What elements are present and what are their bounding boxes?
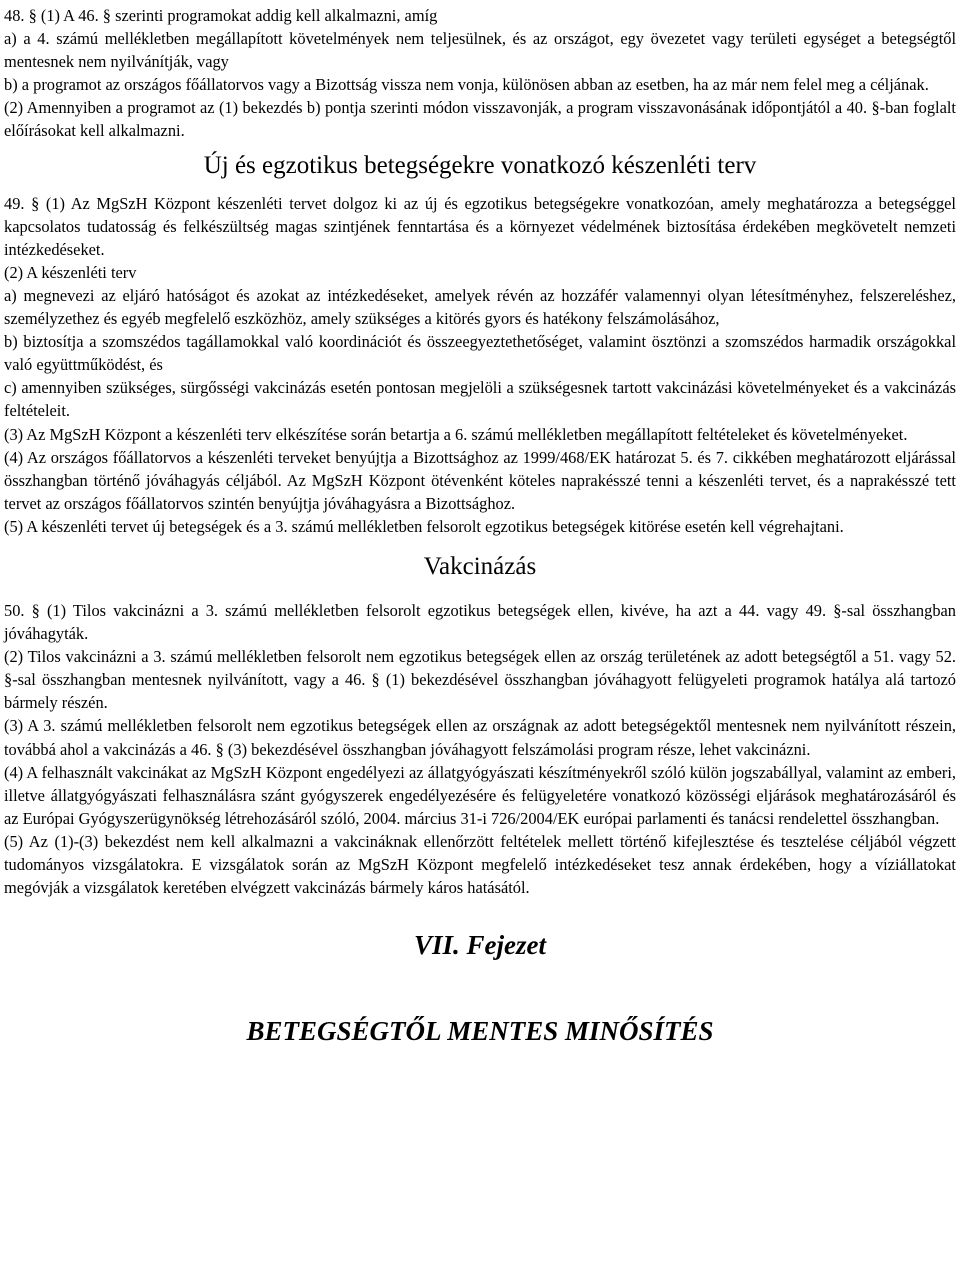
paragraph-48-1-a: a) a 4. számú mellékletben megállapított követelmények nem teljesülnek, és az országot, egy övezetet vagy területi egységet a betegségtől mentesnek nem nyilvánítják, vagy xyxy=(4,29,956,72)
paragraph-49-2: (2) A készenléti terv xyxy=(4,262,137,282)
paragraph-50-3: (3) A 3. számú mellékletben felsorolt nem egzotikus betegségek ellen az országnak az adott betegségektől mentesnek nem nyilvánított részein, továbbá ahol a vakcinázás a 46. § (3) bekezdésével összhangban jóváhagyott felszámolási program része, lehet vakcinázni. xyxy=(4,716,956,759)
paragraph-50-1: 50. § (1) Tilos vakcinázni a 3. számú mellékletben felsorolt egzotikus betegségek ellen, kivéve, ha azt a 44. vagy 49. §-sal összhangban jóváhagyták. xyxy=(4,600,956,644)
chapter-number: VII. Fejezet xyxy=(414,930,546,961)
paragraph-50-5: (5) Az (1)-(3) bekezdést nem kell alkalmazni a vakcináknak ellenőrzött feltételek mellett történő kifejlesztése és tesztelése céljából végzett tudományos vizsgálatokra. E vizsgálatok során az MgSzH Központ megfelelő intézkedéseket tesz annak érdekében, hogy a víziállatokat megóvják a vizsgálatok keretében elvégzett vakcinázás bármely káros hatásától. xyxy=(4,831,956,898)
paragraph-50-2: (2) Tilos vakcinázni a 3. számú mellékletben felsorolt nem egzotikus betegségek ellen az ország területének az adott betegségtől a 51. vagy 52. §-sal összhangban mentesnek nyilvánított, vagy a 46. § (1) bekezdésével összhangban jóváhagyott felügyeleti programok hatálya alá tartozó bármely részén. xyxy=(4,647,956,713)
section-title-contingency-plan: Új és egzotikus betegségekre vonatkozó készenléti terv xyxy=(203,151,757,179)
paragraph-48-1-b: b) a programot az országos főállatorvos vagy a Bizottság vissza nem vonja, különösen abban az esetben, ha az már nem felel meg a céljának. xyxy=(4,75,929,95)
section-title-vaccination: Vakcinázás xyxy=(423,552,537,580)
paragraph-49-2-b: b) biztosítja a szomszédos tagállamokkal való koordinációt és összeegyeztethetőséget, valamint ösztönzi a szomszédos harmadik országokkal való együttműködést, és xyxy=(4,332,956,375)
paragraph-49-3: (3) Az MgSzH Központ a készenléti terv elkészítése során betartja a 6. számú mellékletben megállapított feltételeket és követelményeket. xyxy=(4,424,908,444)
paragraph-49-2-a: a) megnevezi az eljáró hatóságot és azokat az intézkedéseket, amelyek révén az hozzáfér valamennyi olyan létesítményhez, felszereléshez, személyzethez és egyéb megfelelő eszközhöz, amely szükséges a kitörés gyors és hatékony felszámolásához, xyxy=(4,285,956,329)
paragraph-49-1: 49. § (1) Az MgSzH Központ készenléti tervet dolgoz ki az új és egzotikus betegségekre vonatkozóan, amely meghatározza a betegséggel kapcsolatos tudatosság és felkészültség magas szintjének fenntartása és a környezet védelmének biztosítása érdekében megkövetelt nemzeti intézkedéseket. xyxy=(4,193,956,259)
paragraph-50-4: (4) A felhasznált vakcinákat az MgSzH Központ engedélyezi az állatgyógyászati készítményekről szóló külön jogszabállyal, valamint az emberi, illetve állatgyógyászati felhasználásra szánt gyógyszerek engedélyezésére és felügyeletére vonatkozó közösségi eljárások meghatározásáról és az Európai Gyógyszerügynökség létrehozásáról szóló, 2004. március 31-i 726/2004/EK európai parlamenti és tanácsi rendelettel összhangban. xyxy=(4,762,956,828)
paragraph-49-4: (4) Az országos főállatorvos a készenléti terveket benyújtja a Bizottsághoz az 1999/468/EK határozat 5. és 7. cikkében meghatározott eljárással összhangban történő jóváhagyás céljából. Az MgSzH Központ ötévenként köteles naprakésszé tenni a készenléti tervet, és a naprakésszé tett tervet az országos főállatorvos szintén benyújtja jóváhagyásra a Bizottsághoz. xyxy=(4,447,956,513)
paragraph-48-2: (2) Amennyiben a programot az (1) bekezdés b) pontja szerinti módon visszavonják, a program visszavonásának időpontjától a 40. §-ban foglalt előírásokat kell alkalmazni. xyxy=(4,98,956,141)
paragraph-49-5: (5) A készenléti tervet új betegségek és a 3. számú mellékletben felsorolt egzotikus betegségek kitörése esetén kell végrehajtani. xyxy=(4,516,844,536)
chapter-title: BETEGSÉGTŐL MENTES MINŐSÍTÉS xyxy=(246,1016,714,1047)
paragraph-49-2-c: c) amennyiben szükséges, sürgősségi vakcinázás esetén pontosan megjelöli a szükségesnek tartott vakcinázási követelményeket és a vakcinázás feltételeit. xyxy=(4,378,956,421)
paragraph-48-1: 48. § (1) A 46. § szerinti programokat addig kell alkalmazni, amíg xyxy=(4,6,438,25)
